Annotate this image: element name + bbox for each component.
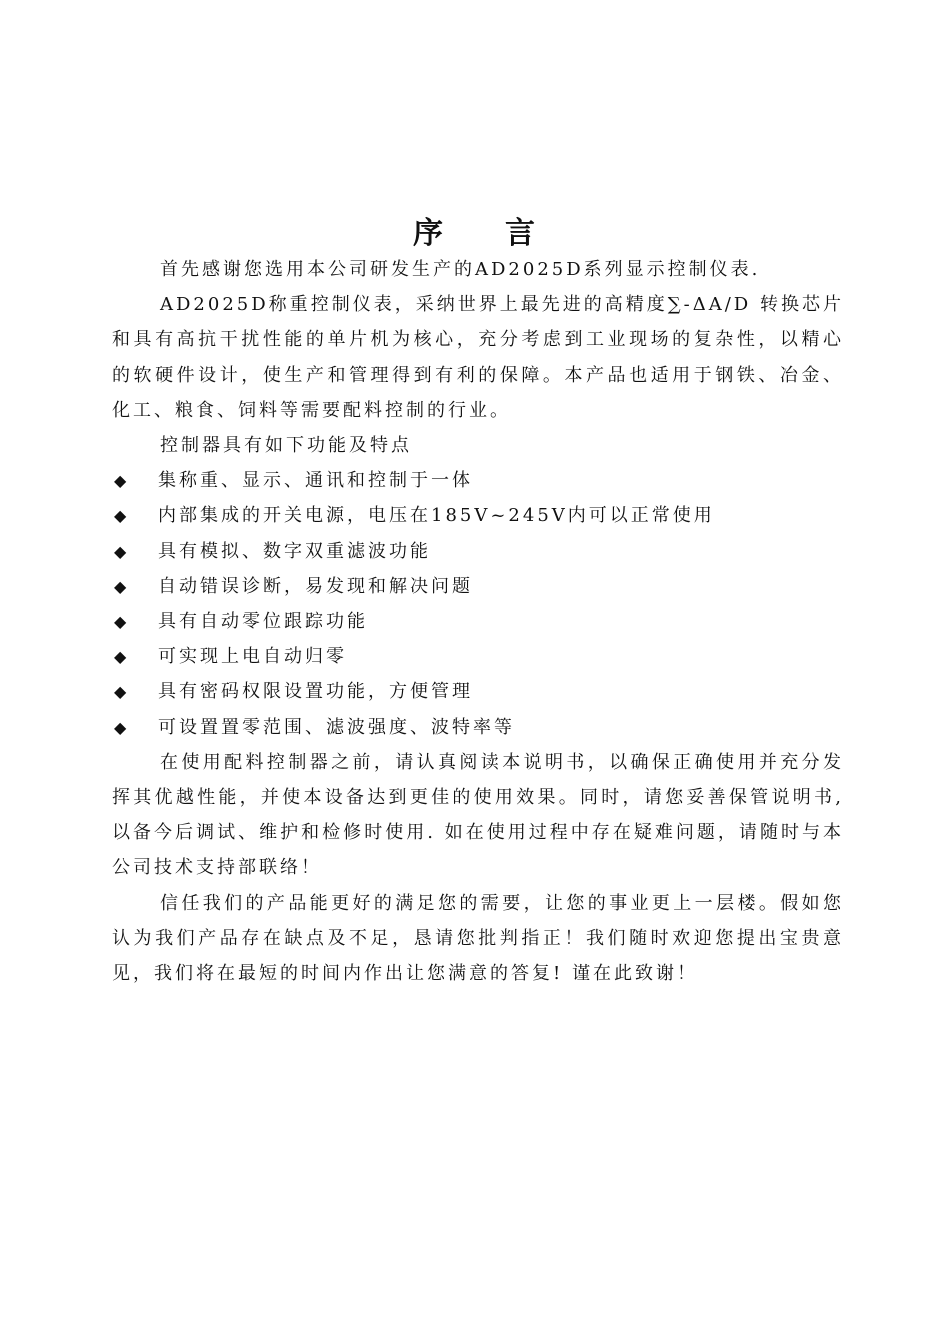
list-item	[112, 710, 844, 745]
feature-text: 可设置置零范围、滤波强度、波特率等	[158, 716, 515, 738]
feature-text: 具有密码权限设置功能，方便管理	[158, 681, 473, 703]
feature-text: 集称重、显示、通讯和控制于一体	[158, 470, 473, 492]
diamond-bullet-icon: ◆	[114, 506, 127, 526]
feature-text: 具有模拟、数字双重滤波功能	[158, 540, 431, 562]
title-left-char: 序	[413, 216, 445, 251]
feature-text: 自动错误诊断，易发现和解决问题	[158, 575, 473, 597]
intro-paragraph-product: AD2025D称重控制仪表，采纳世界上最先进的高精度∑-ΔA/D 转换芯片和具有高抗干扰性能的单片机为核心，充分考虑到工业现场的复杂性，以精心的软硬件设计，使生产和管理得到有利的保障。本产品也适用于钢铁、冶金、化工、粮食、饲料等需要配料控制的行业。	[112, 294, 844, 421]
list-item	[112, 498, 844, 533]
feature-text: 具有自动零位跟踪功能	[158, 611, 368, 633]
list-item	[112, 534, 844, 569]
intro-paragraph-thanks: 首先感谢您选用本公司研发生产的AD2025D系列显示控制仪表.	[160, 259, 761, 280]
title-right-char: 言	[505, 216, 537, 251]
diamond-bullet-icon: ◆	[114, 612, 127, 632]
body-text	[112, 252, 844, 991]
page-title	[0, 208, 950, 252]
list-item	[112, 569, 844, 604]
list-item	[112, 604, 844, 639]
feature-text: 可实现上电自动归零	[158, 646, 347, 668]
usage-paragraph: 在使用配料控制器之前，请认真阅读本说明书，以确保正确使用并充分发挥其优越性能，并使本设备达到更佳的使用效果。同时，请您妥善保管说明书, 以备今后调试、维护和检修时使用. 如在使用过程中存在疑难问题，请随时与本公司技术支持部联络！	[112, 751, 844, 879]
features-heading: 控制器具有如下功能及特点	[160, 435, 412, 457]
diamond-bullet-icon: ◆	[114, 471, 127, 491]
diamond-bullet-icon: ◆	[114, 682, 127, 702]
diamond-bullet-icon: ◆	[114, 647, 127, 667]
closing-paragraph: 信任我们的产品能更好的满足您的需要，让您的事业更上一层楼。假如您认为我们产品存在缺点及不足，恳请您批判指正！我们随时欢迎您提出宝贵意见，我们将在最短的时间内作出让您满意的答复! 谨在此致谢！	[112, 892, 844, 985]
list-item	[112, 674, 844, 709]
feature-text: 内部集成的开关电源，电压在185V~245V内可以正常使用	[158, 505, 715, 527]
diamond-bullet-icon: ◆	[114, 541, 127, 561]
list-item	[112, 639, 844, 674]
diamond-bullet-icon: ◆	[114, 576, 127, 596]
list-item	[112, 463, 844, 498]
diamond-bullet-icon: ◆	[114, 717, 127, 737]
feature-list	[112, 463, 844, 745]
